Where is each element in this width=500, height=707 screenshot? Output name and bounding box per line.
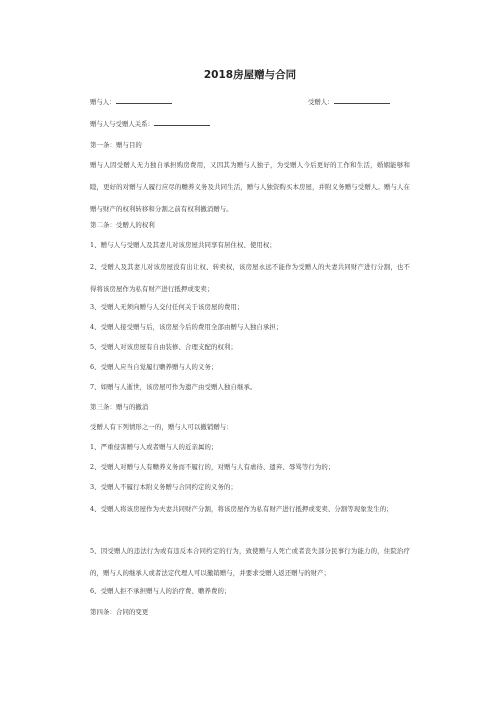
section-heading: 第一条：赠与目的 — [90, 141, 142, 149]
section-heading: 第三条：赠与的撤消 — [90, 403, 149, 411]
section-heading: 第四条：合同的变更 — [90, 608, 149, 616]
section-paragraph: 7、如赠与人逝世，该房屋可作为遗产由受赠人独自继承。 — [90, 383, 257, 391]
donor-label: 赠与人： — [90, 98, 116, 106]
relation-label: 赠与人与受赠人关系： — [90, 120, 154, 128]
donor-blank — [116, 96, 172, 104]
relation-field — [90, 115, 250, 133]
donor-field — [90, 93, 250, 111]
section-paragraph: 5、因受赠人的违法行为或有违反本合同约定的行为，致使赠与人死亡或者丧失部分民事行为能力的，住院治疗的，赠与人的继承人或者法定代理人可以撤销赠与，并要求受赠人返还赠与的财产； — [90, 547, 410, 577]
donee-label: 受赠人： — [308, 98, 334, 106]
section-paragraph: 3、受赠人无须向赠与人交付任何关于该房屋的费用； — [90, 303, 244, 311]
section-paragraph: 4、受赠人将该房屋作为夫妻共同财产分割，将该房屋作为私有财产进行抵押或变卖、分割等现象发生的； — [90, 505, 393, 513]
section-paragraph: 2、受赠人对赠与人有赡养义务而不履行的，对赠与人有虐待、遗弃、辱骂等行为的； — [90, 463, 335, 471]
section-paragraph: 3、受赠人不履行本附义务赠与合同约定的义务的； — [90, 483, 237, 491]
section-paragraph: 5、受赠人对该房屋有自由装修、合理支配的权利； — [90, 343, 237, 351]
section-paragraph: 6、受赠人拒不承担赠与人的治疗费、赡养费的； — [90, 587, 231, 595]
section-heading: 第二条：受赠人的权利 — [90, 221, 155, 229]
section-paragraph: 4、受赠人接受赠与后，该房屋今后的费用全部由赠与人独自承担； — [90, 323, 283, 331]
section-paragraph: 1、赠与人与受赠人及其妻儿对该房屋共同享有居住权、使用权； — [90, 241, 276, 249]
section-paragraph: 2、受赠人及其妻儿对该房屋没有出让权、转卖权，该房屋永远不能作为受赠人的夫妻共同财产进行分割，也不得将该房屋作为私有财产进行抵押或变卖； — [90, 263, 410, 293]
section-paragraph: 1、严重侵害赠与人或者赠与人的近亲属的； — [90, 443, 218, 451]
section-paragraph: 6、受赠人应当自觉履行赡养赠与人的义务； — [90, 363, 218, 371]
section-paragraph: 赠与人因受赠人无力独自承担购房费用，又因其为赠与人独子，为受赠人今后更好的工作和生活，婚姻能够和睦，更好的对赠与人履行应尽的赡养义务及共同生活，赠与人独资购买本房屋，并附义务赠与受赠人。赠与人在赠与财产的权利转移和分割之前有权利撤消赠与。 — [90, 161, 410, 213]
document-title: 2018房屋赠与合同 — [203, 69, 297, 81]
donee-field — [308, 93, 468, 111]
donee-blank — [334, 96, 390, 104]
section-paragraph: 受赠人有下列情形之一的，赠与人可以撤销赠与： — [90, 423, 233, 431]
relation-blank — [154, 118, 210, 126]
